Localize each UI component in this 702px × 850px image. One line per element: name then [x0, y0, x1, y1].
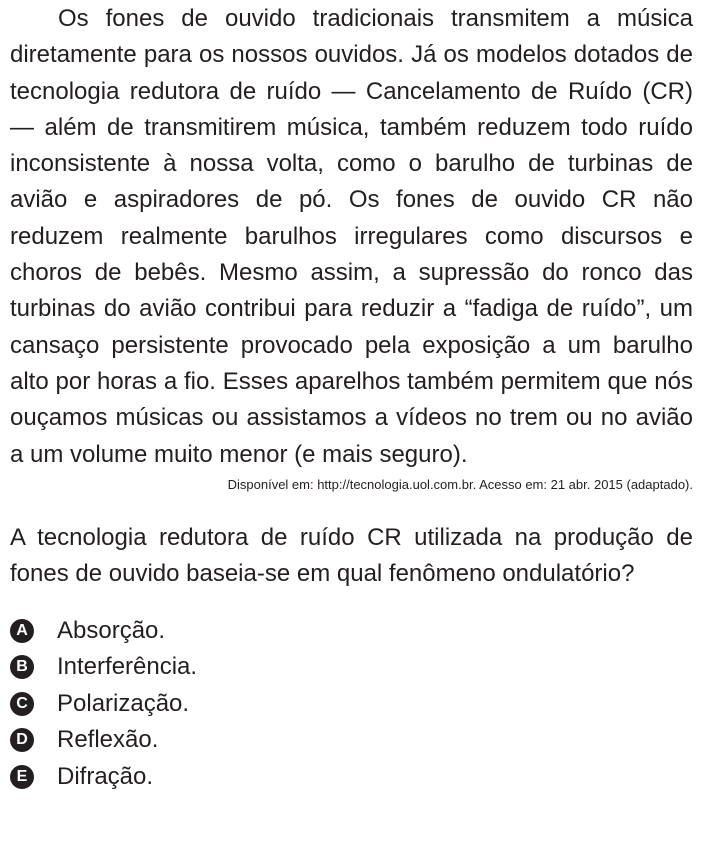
option-a-text: Absorção. — [57, 616, 166, 644]
option-b[interactable] — [10, 649, 693, 686]
option-c-letter-badge: C — [10, 692, 34, 716]
source-citation: Disponível em: http://tecnologia.uol.com.br. Acesso em: 21 abr. 2015 (adaptado). — [227, 476, 693, 492]
option-e-text: Difração. — [57, 762, 154, 790]
question-page — [10, 0, 693, 795]
option-d[interactable] — [10, 722, 693, 759]
passage-text: Os fones de ouvido tradicionais transmitem a música diretamente para os nossos ouvidos. Já os modelos dotados de tecnologia redutora de ruído — Cancelamento de Ruído (CR) — além de transmitirem música, também reduzem todo ruído inconsistente à nossa volta, como o barulho de turbinas de avião e aspiradores de pó. Os fones de ouvido CR não reduzem realmente barulhos irregulares como discursos e choros de bebês. Mesmo assim, a supressão do ronco das turbinas do avião contribui para reduzir a “fadiga de ruído”, um cansaço persistente provocado pela exposição a um barulho alto por horas a fio. Esses aparelhos também permitem que nós ouçamos músicas ou assistamos a vídeos no trem ou no avião a um volume muito menor (e mais seguro). — [10, 5, 693, 468]
option-e[interactable] — [10, 758, 693, 795]
option-b-text: Interferência. — [57, 653, 198, 681]
question-stem: A tecnologia redutora de ruído CR utilizada na produção de fones de ouvido baseia-se em qual fenômeno ondulatório? — [10, 523, 693, 588]
option-d-letter-badge: D — [10, 728, 34, 752]
option-a[interactable] — [10, 612, 693, 649]
option-c[interactable] — [10, 685, 693, 722]
option-c-text: Polarização. — [57, 689, 190, 717]
option-e-letter-badge: E — [10, 765, 34, 789]
answer-options — [10, 612, 693, 795]
option-d-text: Reflexão. — [57, 726, 159, 754]
option-b-letter-badge: B — [10, 655, 34, 679]
option-a-letter-badge: A — [10, 619, 34, 643]
